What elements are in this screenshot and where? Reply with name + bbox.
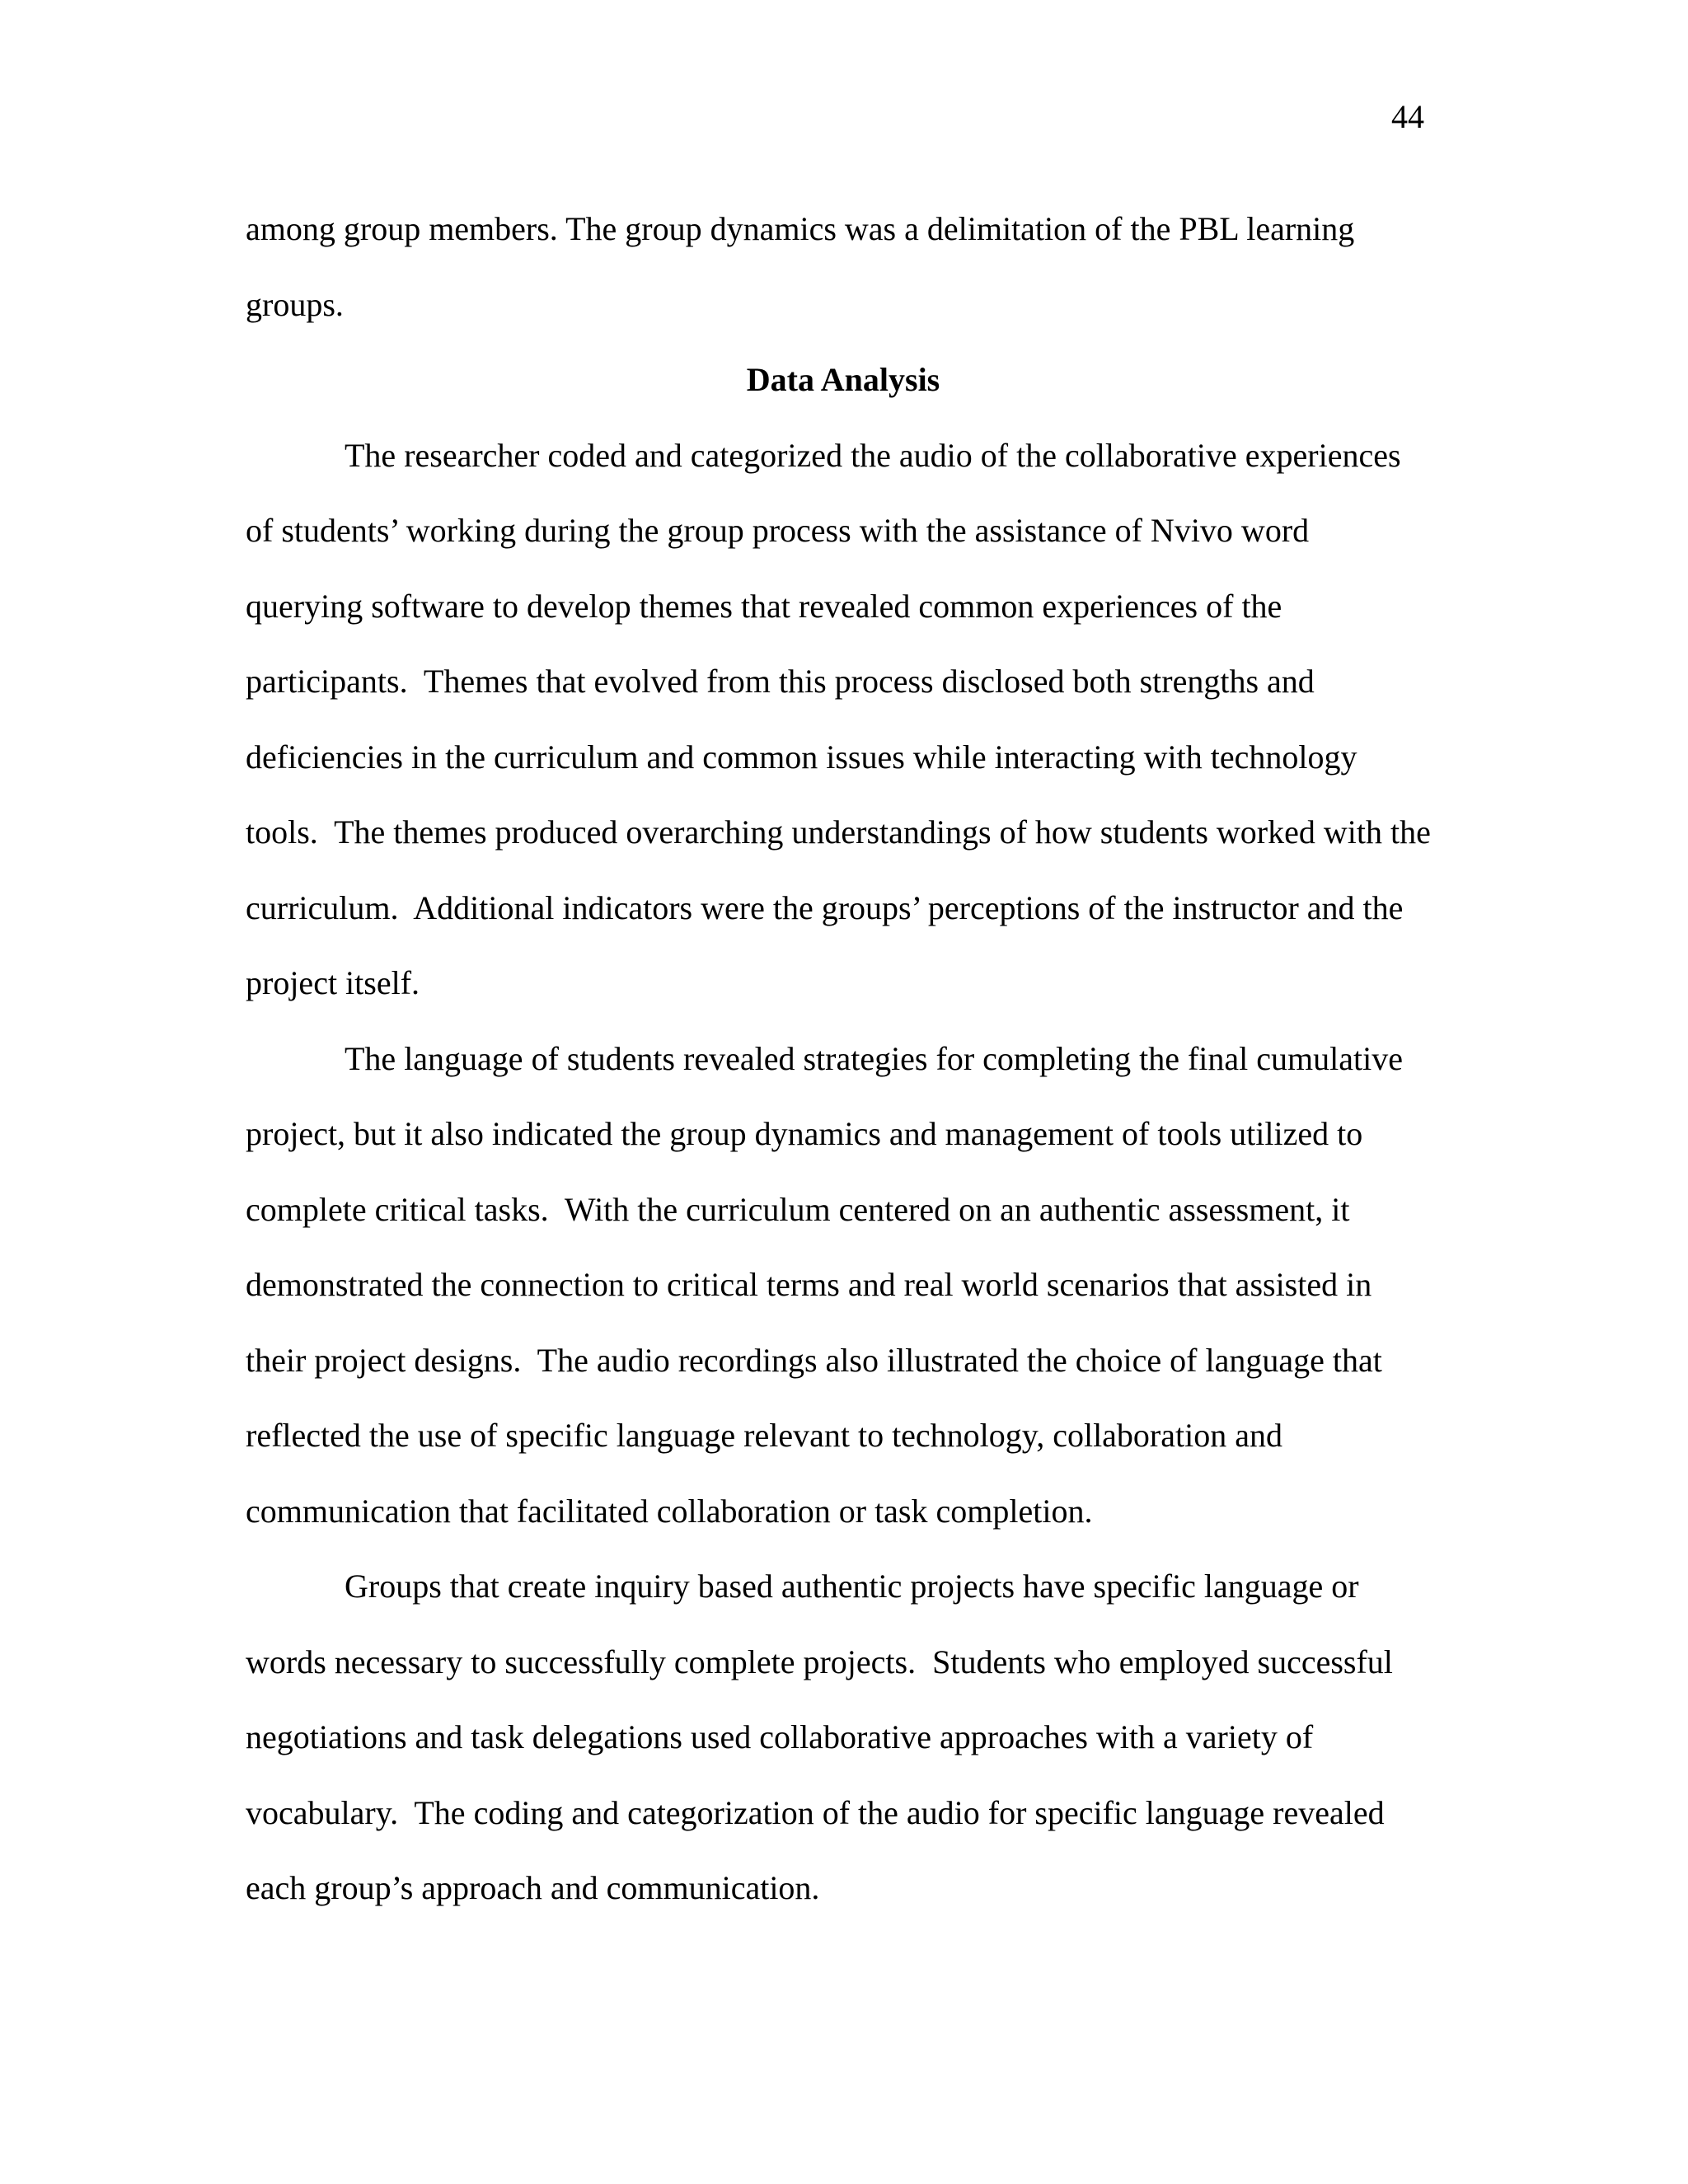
section-heading: Data Analysis	[746, 361, 940, 398]
text-line: tools. The themes produced overarching understandings of how students worked with the	[246, 813, 1431, 851]
text-line: their project designs. The audio recordings also illustrated the choice of language that	[246, 1341, 1382, 1379]
text-line: words necessary to successfully complete projects. Students who employed successful	[246, 1643, 1393, 1680]
text-line: deficiencies in the curriculum and common issues while interacting with technology	[246, 738, 1357, 776]
text-line: participants. Themes that evolved from this process disclosed both strengths and	[246, 663, 1315, 700]
document-body	[246, 191, 1441, 1926]
text-line: querying software to develop themes that revealed common experiences of the	[246, 587, 1282, 625]
text-line: negotiations and task delegations used collaborative approaches with a variety of	[246, 1718, 1314, 1755]
paragraph-2	[246, 1021, 1441, 1549]
paragraph-1	[246, 418, 1441, 1021]
text-line: The researcher coded and categorized the audio of the collaborative experiences	[345, 436, 1401, 474]
text-line: Groups that create inquiry based authentic projects have specific language or	[345, 1568, 1359, 1605]
text-line: reflected the use of specific language relevant to technology, collaboration and	[246, 1417, 1282, 1454]
text-line: vocabulary. The coding and categorization of the audio for specific language revealed	[246, 1793, 1385, 1831]
paragraph-3	[246, 1549, 1441, 1926]
text-line: project itself.	[246, 964, 420, 1001]
text-line: demonstrated the connection to critical terms and real world scenarios that assisted in	[246, 1266, 1372, 1303]
text-line: among group members. The group dynamics was a delimitation of the PBL learning	[246, 210, 1355, 247]
text-line: each group’s approach and communication.	[246, 1869, 820, 1906]
text-line: The language of students revealed strategies for completing the final cumulative	[345, 1039, 1403, 1077]
text-line: project, but it also indicated the group dynamics and management of tools utilized to	[246, 1115, 1363, 1152]
text-line: of students’ working during the group process with the assistance of Nvivo word	[246, 512, 1310, 549]
text-line: groups.	[246, 285, 344, 323]
page-number: 44	[1391, 98, 1424, 135]
text-line: complete critical tasks. With the curriculum centered on an authentic assessment, it	[246, 1190, 1350, 1228]
text-line: curriculum. Additional indicators were the groups’ perceptions of the instructor and the	[246, 888, 1404, 926]
text-line: communication that facilitated collaboration or task completion.	[246, 1492, 1093, 1530]
